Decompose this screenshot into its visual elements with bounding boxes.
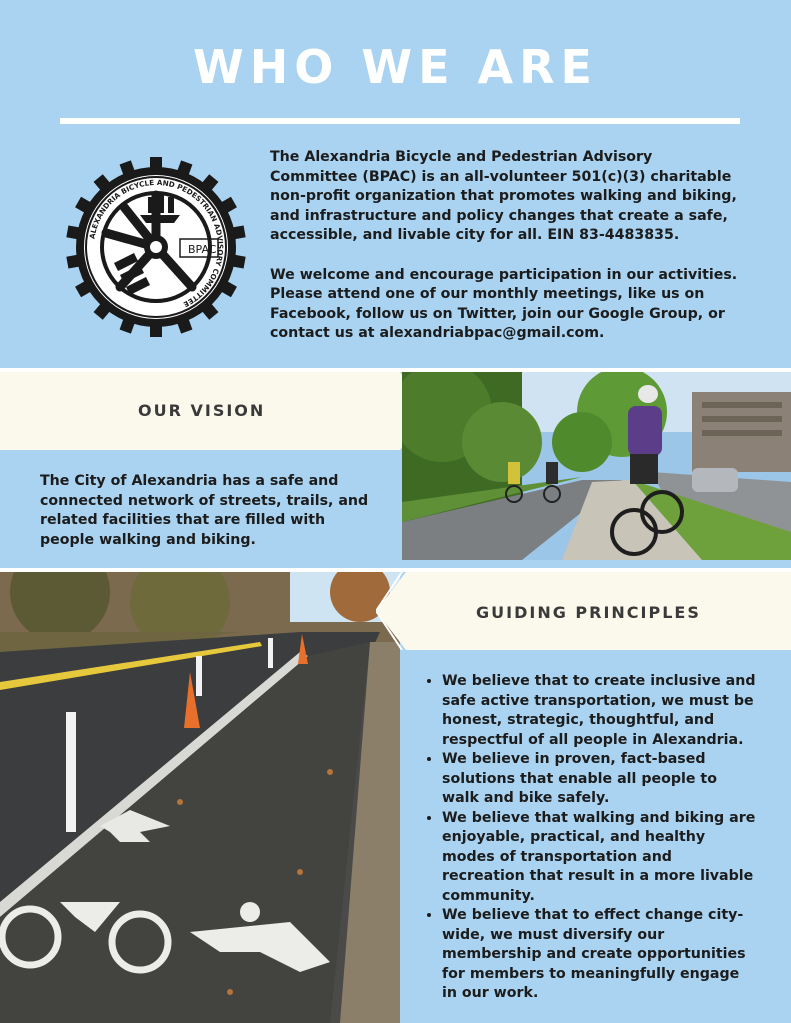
principle-item: • We believe that to create inclusive and safe active transportation, we must be honest, strategic, thoughtful, and respectful of all people in Alexandria.	[442, 672, 756, 750]
principles-list	[422, 672, 756, 1004]
intro-paragraph-2: We welcome and encourage participation in our activities. Please attend one of our monthly meetings, like us on Facebook, follow us on Twitter, join our Google Group, or contact us at alexandriabpac@gmail.com.	[270, 266, 738, 341]
principle-item: • We believe in proven, fact-based solutions that enable all people to walk and bike safely.	[442, 750, 756, 809]
cyclists-on-trail-photo	[402, 372, 791, 560]
vision-body: The City of Alexandria has a safe and connected network of streets, trails, and related facilities that are filled with people walking and biking.	[40, 473, 369, 548]
vision-heading: OUR VISION	[138, 401, 266, 420]
bike-lane-photo	[0, 572, 400, 1023]
svg-text:ALEXANDRIA BICYCLE AND PEDESTR: ALEXANDRIA BICYCLE AND PEDESTRIAN ADVISORY COMMITTEE	[87, 177, 226, 310]
principle-item: • We believe that to effect change city-wide, we must diversify our membership and create opportunities for members to meaningfully engage in our work.	[442, 906, 756, 1004]
title-divider	[60, 118, 740, 124]
principle-item: • We believe that walking and biking are enjoyable, practical, and healthy modes of transportation and recreation that result in a more livable community.	[442, 809, 756, 907]
logo-abbrev: BPAC	[188, 243, 217, 256]
bpac-logo	[64, 155, 248, 339]
intro-text	[270, 148, 740, 364]
intro-paragraph-1: The Alexandria Bicycle and Pedestrian Advisory Committee (BPAC) is an all-volunteer 501(c)(3) charitable non-profit organization that promotes walking and biking, and infrastructure and policy changes that create a safe, accessible, and livable city for all. EIN 83-4483835.	[270, 149, 737, 243]
principles-heading: GUIDING PRINCIPLES	[476, 603, 701, 622]
page-title: WHO WE ARE	[193, 40, 598, 94]
